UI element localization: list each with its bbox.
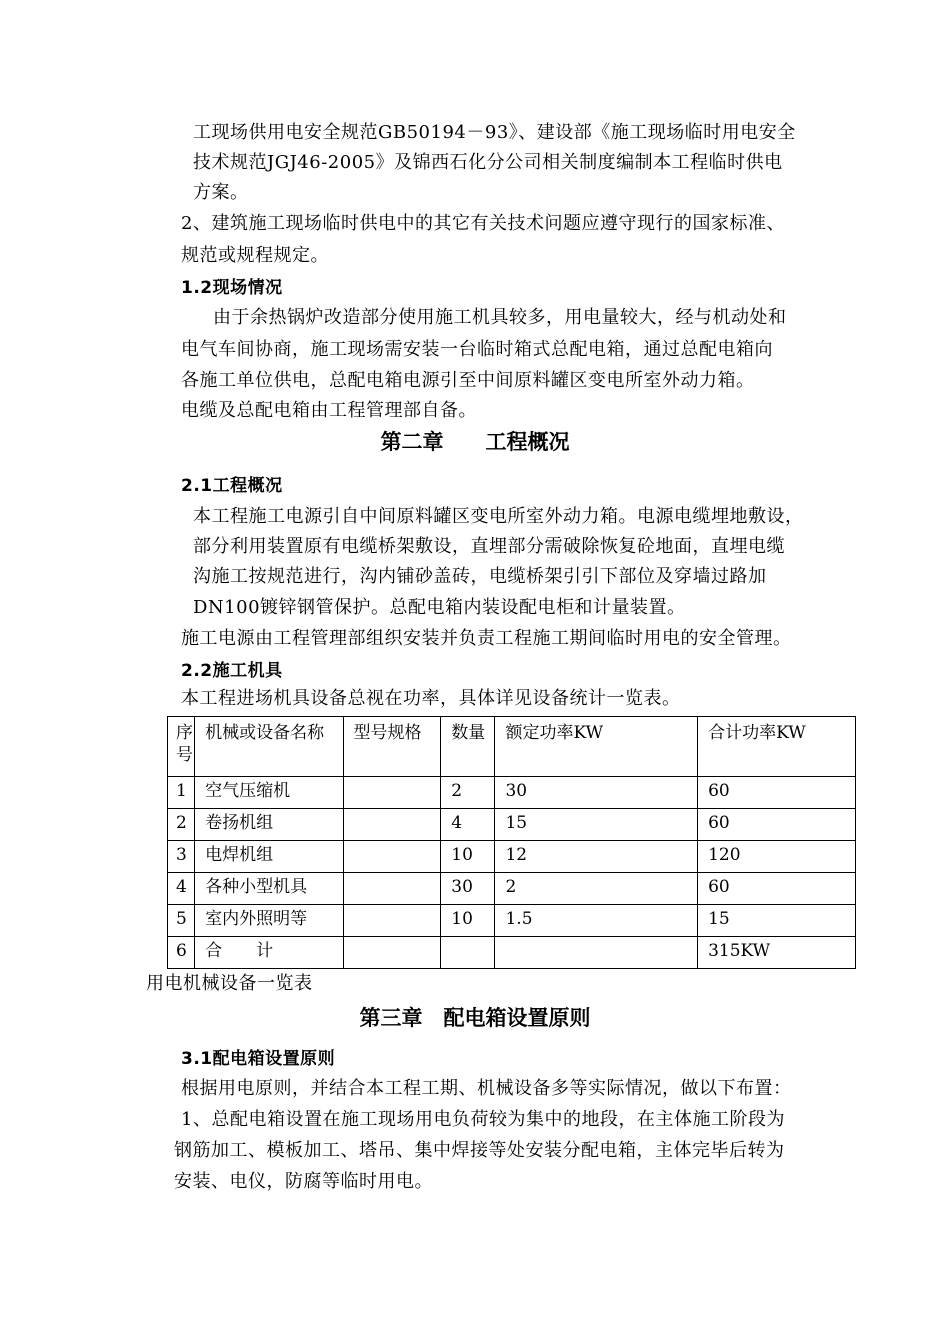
table-header-row <box>168 717 856 777</box>
table-header-cell: 合计功率KW <box>698 717 856 777</box>
table-cell: 15 <box>495 809 698 841</box>
table-cell: 60 <box>698 777 856 809</box>
paragraph-line: 由于余热锅炉改造部分使用施工机具较多，用电量较大，经与机动处和 <box>213 307 787 328</box>
table-caption: 用电机械设备一览表 <box>146 973 313 994</box>
table-cell: 4 <box>168 873 195 905</box>
table-cell: 电焊机组 <box>195 841 343 873</box>
table-cell <box>441 937 495 969</box>
table-cell: 2 <box>168 809 195 841</box>
paragraph-line: 根据用电原则，并结合本工程工期、机械设备多等实际情况，做以下布置： <box>181 1078 792 1099</box>
table-header-cell: 数量 <box>441 717 495 777</box>
table-cell: 10 <box>441 905 495 937</box>
table-row <box>168 777 856 809</box>
table-cell: 室内外照明等 <box>195 905 343 937</box>
section-heading-2-2: 2.2施工机具 <box>181 661 283 681</box>
paragraph-line: 电气车间协商，施工现场需安装一台临时箱式总配电箱，通过总配电箱向 <box>181 339 773 360</box>
table-cell <box>343 841 441 873</box>
paragraph-line: 本工程进场机具设备总视在功率，具体详见设备统计一览表。 <box>181 688 681 709</box>
intro-line: 技术规范JGJ46-2005》及锦西石化分公司相关制度编制本工程临时供电 <box>193 152 783 173</box>
table-cell: 30 <box>441 873 495 905</box>
table-cell <box>495 937 698 969</box>
table-row-total <box>168 937 856 969</box>
table-cell: 5 <box>168 905 195 937</box>
table-header-cell: 机械或设备名称 <box>195 717 343 777</box>
table-cell: 15 <box>698 905 856 937</box>
table-row <box>168 809 856 841</box>
paragraph-line: 沟施工按规范进行，沟内铺砂盖砖，电缆桥架引引下部位及穿墙过路加 <box>193 566 767 587</box>
paragraph-line: 本工程施工电源引自中间原料罐区变电所室外动力箱。电源电缆埋地敷设， <box>193 506 804 527</box>
table-cell: 6 <box>168 937 195 969</box>
equipment-table <box>167 716 856 969</box>
paragraph-line: 电缆及总配电箱由工程管理部自备。 <box>181 400 477 421</box>
section-heading-1-2: 1.2现场情况 <box>181 278 283 298</box>
table-cell: 卷扬机组 <box>195 809 343 841</box>
table-row <box>168 873 856 905</box>
table-header-cell: 型号规格 <box>343 717 441 777</box>
table-cell: 合 计 <box>195 937 343 969</box>
intro-line: 方案。 <box>193 182 249 203</box>
table-cell <box>343 809 441 841</box>
chapter-title-2: 第二章 工程概况 <box>380 430 570 454</box>
table-cell: 4 <box>441 809 495 841</box>
table-header-cell: 序号 <box>168 717 195 777</box>
table-cell: 空气压缩机 <box>195 777 343 809</box>
table-row <box>168 905 856 937</box>
table-cell: 12 <box>495 841 698 873</box>
table-header-cell: 额定功率KW <box>495 717 698 777</box>
paragraph-line: 部分利用装置原有电缆桥架敷设，直埋部分需破除恢复砼地面，直埋电缆 <box>193 536 785 557</box>
table-cell: 2 <box>495 873 698 905</box>
intro-line: 2、建筑施工现场临时供电中的其它有关技术问题应遵守现行的国家标准、 <box>181 213 785 234</box>
paragraph-line: 钢筋加工、模板加工、塔吊、集中焊接等处安装分配电箱，主体完毕后转为 <box>174 1140 785 1161</box>
table-cell <box>343 937 441 969</box>
chapter-title-3: 第三章 配电箱设置原则 <box>359 1006 591 1030</box>
paragraph-line: 施工电源由工程管理部组织安装并负责工程施工期间临时用电的安全管理。 <box>181 628 792 649</box>
table-cell: 3 <box>168 841 195 873</box>
intro-line: 规范或规程规定。 <box>181 245 329 266</box>
paragraph-line: 各施工单位供电，总配电箱电源引至中间原料罐区变电所室外动力箱。 <box>181 370 755 391</box>
table-cell: 各种小型机具 <box>195 873 343 905</box>
section-heading-2-1: 2.1工程概况 <box>181 476 283 496</box>
table-cell: 315KW <box>698 937 856 969</box>
table-cell: 1.5 <box>495 905 698 937</box>
table-cell: 10 <box>441 841 495 873</box>
table-cell: 60 <box>698 809 856 841</box>
intro-line: 工现场供用电安全规范GB50194－93》、建设部《施工现场临时用电安全 <box>193 122 796 143</box>
table-cell <box>343 873 441 905</box>
table-cell <box>343 777 441 809</box>
table-cell: 30 <box>495 777 698 809</box>
paragraph-line: DN100镀锌钢管保护。总配电箱内装设配电柜和计量装置。 <box>193 597 686 618</box>
table-cell: 60 <box>698 873 856 905</box>
table-row <box>168 841 856 873</box>
table-cell: 1 <box>168 777 195 809</box>
table-cell: 120 <box>698 841 856 873</box>
section-heading-3-1: 3.1配电箱设置原则 <box>181 1049 336 1069</box>
table-cell: 2 <box>441 777 495 809</box>
paragraph-line: 安装、电仪，防腐等临时用电。 <box>174 1171 433 1192</box>
table-cell <box>343 905 441 937</box>
paragraph-line: 1、总配电箱设置在施工现场用电负荷较为集中的地段，在主体施工阶段为 <box>181 1109 785 1130</box>
